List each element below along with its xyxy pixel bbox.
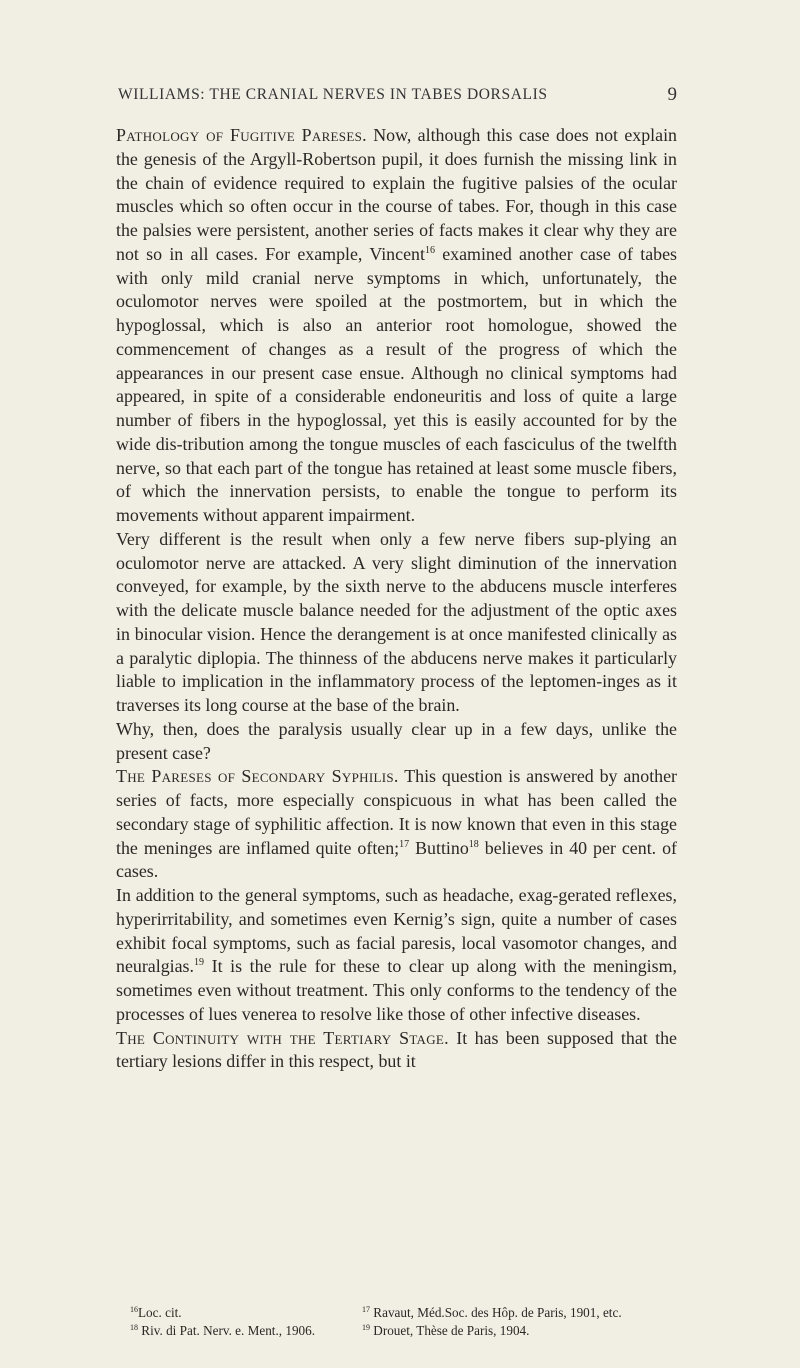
running-head: WILLIAMS: THE CRANIAL NERVES IN TABES DORSALIS [118,86,548,103]
footnotes [130,1304,690,1340]
footnote-text: Riv. di Pat. Nerv. e. Ment., 1906. [141,1323,316,1338]
section-heading-tertiary-stage: The Continuity with the Tertiary Stage. [116,1027,449,1048]
footnote-ref-17[interactable]: 17 [399,838,410,850]
paragraph-text: Buttino [409,837,469,858]
footnote-19 [362,1322,690,1340]
paragraph-text: examined another case of tabes with only mild cranial nerve symptoms in which, unfortunately, the oculomotor nerves were spoiled at the postmortem, but in which the hypoglossal, which is also an anterior root homologue, showed the commencement of changes as a result of the progress of which the appearances in our present case ensue. Although no clinical symptoms had appeared, in spite of a considerable endoneuritis and loss of quite a large number of fibers in the hypoglossal, yet this is easily accounted for by the wide dis-tribution among the tongue muscles of each fasciculus of the twelfth nerve, so that each part of the tongue has retained at least some muscle fibers, of which the innervation persists, to enable the tongue to perform its movements without apparent impairment. [116,243,677,525]
footnote-row [130,1322,690,1340]
footnote-17 [362,1304,690,1322]
footnote-text: Ravaut, Méd.Soc. des Hôp. de Paris, 1901, etc. [373,1305,622,1320]
footnote-text: Loc. cit. [138,1305,182,1320]
footnote-16 [130,1304,362,1322]
footnote-number: 18 [130,1323,138,1332]
paragraph-text: believes in 40 per cent. of cases. [116,837,677,882]
paragraph-tertiary-stage [116,1027,677,1075]
footnote-number: 17 [362,1305,370,1314]
paragraph-general-symptoms [116,884,677,1027]
footnote-18 [130,1322,362,1340]
body-text [116,124,677,1074]
paragraph-text: It has been supposed that the tertiary lesions differ in this respect, but it [116,1027,677,1072]
section-heading-pathology: Pathology of Fugitive Pareses. [116,125,367,145]
paragraph-pathology-fugitive-pareses [116,124,677,528]
paragraph-text: Why, then, does the paralysis usually clear up in a few days, unlike the present case? [116,718,677,763]
footnote-ref-19[interactable]: 19 [194,957,204,969]
page-number: 9 [667,84,677,105]
section-heading-secondary-syphilis: The Pareses of Secondary Syphilis. [116,766,399,787]
paragraph-text: Very different is the result when only a few nerve fibers sup-plying an oculomotor nerve are attacked. A very slight diminution of the innervation conveyed, for example, by the sixth nerve to the abducens muscle interferes with the delicate muscle balance needed for the adjustment of the optic axes in binocular vision. Hence the derangement is at once manifested clinically as a paralytic diplopia. The thinness of the abducens nerve makes it particularly liable to implication in the inflammatory process of the leptomen-inges as it traverses its long course at the base of the brain. [116,528,677,715]
footnote-ref-16[interactable]: 16 [424,244,435,256]
footnote-text: Drouet, Thèse de Paris, 1904. [373,1323,530,1338]
paragraph-secondary-syphilis [116,765,677,884]
paragraph-oculomotor [116,528,677,718]
paragraph-text: Now, although this case does not explain the genesis of the Argyll-Robertson pupil, it does furnish the missing link in the chain of evidence required to explain the fugitive palsies of the ocular muscles which so often occur in the course of tabes. For, though in this case the palsies were persistent, another series of facts makes it clear why they are not so in all cases. For example, Vincent [116,125,677,264]
paragraph-text: In addition to the general symptoms, such as headache, exag-gerated reflexes, hyperirritability, and sometimes even Kernig’s sign, quite a number of cases exhibit focal symptoms, such as facial paresis, local vasomotor changes, and neuralgias. [116,885,677,977]
paragraph-text: It is the rule for these to clear up along with the meningism, sometimes even without treatment. This only conforms to the tendency of the processes of lues venerea to resolve like those of other infective diseases. [116,956,677,1024]
paragraph-text: This question is answered by another series of facts, more especially conspicuous in what has been called the secondary stage of syphilitic affection. It is now known that even in this stage the meninges are inflamed quite often; [116,766,678,858]
footnote-number: 19 [362,1323,370,1332]
footnote-ref-18[interactable]: 18 [468,838,479,850]
footnote-row [130,1304,690,1322]
paragraph-why-clear-up [116,718,677,766]
footnote-number: 16 [130,1305,138,1314]
